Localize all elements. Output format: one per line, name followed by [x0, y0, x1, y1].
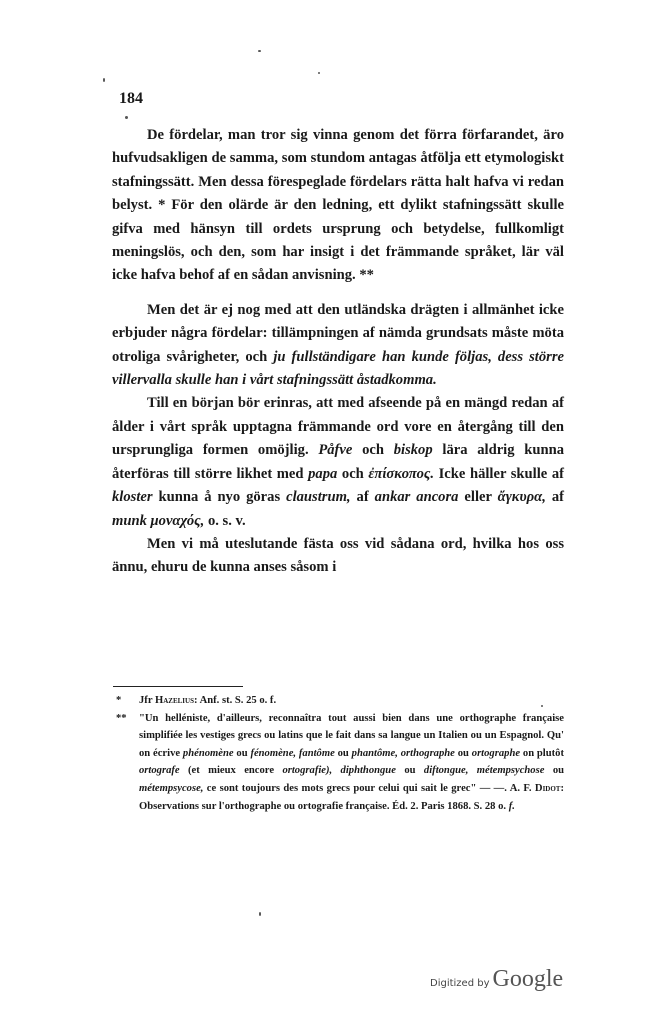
paragraph-1: De fördelar, man tror sig vinna genom det förra förfarandet, äro hufvudsakligen de samma, som stundom antagas åtfölja ett etymologiskt stafningssätt. Men dessa förespeglade fördelars rätta halt hafva vi redan belyst. * För den olärde är den ledning, ett dylikt stafningssätt skulle gifva med hänsyn till ordets ursprung och betydelse, fullkomligt meningslös, och den, som har insigt i det främmande språket, lär väl icke hafva behof af en sådan anvisning. ** [112, 127, 564, 284]
print-speck [318, 72, 320, 74]
paragraph-4: Men vi må uteslutande fästa oss vid sådana ord, hvilka hos oss ännu, ehuru de kunna anses såsom i [112, 535, 564, 576]
footnote-1: * Jfr Hazelius: Anf. st. S. 25 o. f. [116, 695, 277, 706]
footnote-rule [113, 686, 243, 687]
print-speck [541, 705, 543, 707]
print-speck [259, 912, 261, 916]
print-speck [125, 116, 128, 119]
footnotes [116, 692, 564, 815]
paragraph-3: Till en början bör erinras, att med afseende på en mängd redan af ålder i vårt språk upptagna främmande ord vore en återgång till den ursprungliga formen omöjlig. Påfve och biskop lära aldrig kunna återföras till större likhet med papa och ἐπίσκοπος. Icke häller skulle af kloster kunna å nyo göras claustrum, af ankar ancora eller ἄγκυρα, af munk μοναχός, o. s. v. [112, 395, 565, 529]
body-text [112, 124, 564, 580]
page-number: 184 [119, 90, 143, 107]
paragraph-2: Men det är ej nog med att den utländska drägten i allmänhet icke erbjuder några fördelar: tillämpningen af nämda grundsats måste möta otroliga svårigheter, och ju fullständigare han kunde följas, dess större villervalla skulle han i vårt stafningssätt åstadkomma. [112, 301, 564, 389]
print-speck [258, 50, 261, 52]
footnote-2: ** "Un helléniste, d'ailleurs, reconnaîtra tout aussi bien dans une orthographe française simplifiée les vestiges grecs ou latins que le fait dans sa langue un Italien ou un Espagnol. Qu' on écrive phénomène ou fénomène, fantôme ou phantôme, orthographe ou ortographe on plutôt ortografe (et mieux encore ortografie), diphthongue ou diftongue, métempsychose ou métempsycose, ce sont toujours des mots grecs pour celui qui sait le grec" — —. A. F. Didot: Observations sur l'orthographe ou ortografie française. Éd. 2. Paris 1868. S. 28 o. f. [116, 712, 565, 812]
digitized-by-google-watermark: Digitized by Google [430, 966, 564, 992]
print-speck [103, 78, 105, 82]
